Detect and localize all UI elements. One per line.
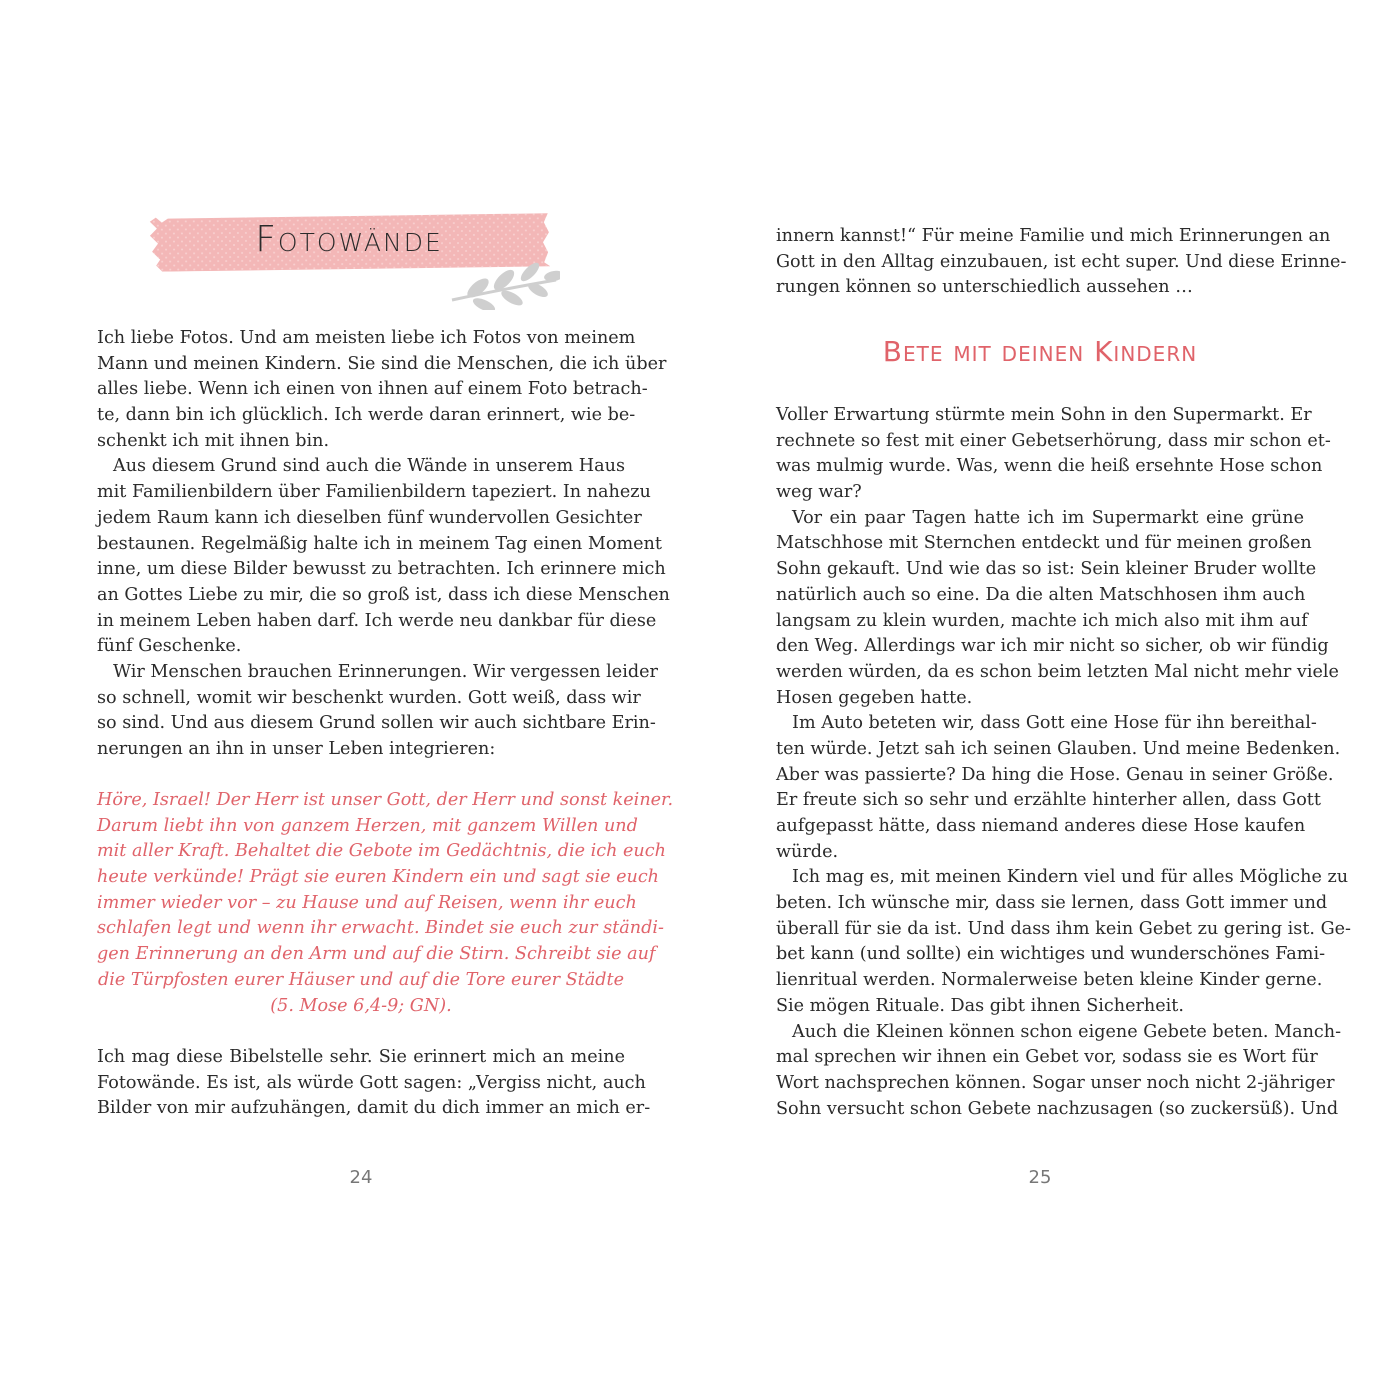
quote-line: heute verkünde! Prägt sie euren Kindern ein und sagt sie euch bbox=[97, 867, 660, 888]
text-line: Sohn gekauft. Und wie das so ist: Sein kleiner Bruder wollte bbox=[776, 559, 1317, 580]
page-title: Fotowände bbox=[255, 219, 443, 260]
leaf-branch-icon bbox=[448, 250, 560, 310]
right-page bbox=[700, 0, 1400, 1400]
text-line: te, dann bin ich glücklich. Ich werde daran erinnert, wie be- bbox=[97, 405, 636, 426]
text-line: Voller Erwartung stürmte mein Sohn in den Supermarkt. Er bbox=[776, 405, 1312, 425]
text-line: überall für sie da ist. Und dass ihm kein Gebet zu gering ist. Ge- bbox=[776, 918, 1352, 939]
text-line: nerungen an ihn in unser Leben integrieren: bbox=[97, 739, 496, 759]
section-title: Bete mit deinen Kindern bbox=[882, 335, 1198, 368]
intro-text bbox=[776, 224, 1347, 301]
text-line: lienritual werden. Normalerweise beten kleine Kinder gerne. bbox=[776, 970, 1323, 991]
text-line: natürlich auch so eine. Da die alten Matschhosen ihm auch bbox=[776, 584, 1306, 605]
text-line: Vor ein paar Tagen hatte ich im Supermarkt eine grüne bbox=[792, 507, 1304, 528]
quote-line: gen Erinnerung an den Arm und auf die Stirn. Schreibt sie auf bbox=[97, 944, 656, 965]
quote-line: die Türpfosten eurer Häuser und auf die Tore eurer Städte bbox=[98, 969, 624, 990]
quote-line: Höre, Israel! Der Herr ist unser Gott, der Herr und sonst keiner. bbox=[97, 790, 674, 810]
text-line: langsam zu klein wurden, machte ich mich also mit ihm auf bbox=[776, 610, 1308, 631]
text-line: Sohn versucht schon Gebete nachzusagen (so zuckersüß). Und bbox=[776, 1098, 1339, 1119]
quote-line: schlafen legt und wenn ihr erwacht. Bindet sie euch zur ständi- bbox=[97, 918, 664, 939]
text-line: Ich liebe Fotos. Und am meisten liebe ich Fotos von meinem bbox=[97, 328, 636, 348]
body-text bbox=[776, 403, 1352, 1122]
text-line: fünf Geschenke. bbox=[97, 636, 242, 657]
text-line: Wir Menschen brauchen Erinnerungen. Wir vergessen leider bbox=[113, 661, 658, 682]
text-line: den Weg. Allerdings war ich mir nicht so sicher, ob wir fündig bbox=[776, 636, 1329, 657]
text-line: Im Auto beteten wir, dass Gott eine Hose für ihn bereithal- bbox=[792, 713, 1317, 734]
text-line: rechnete so fest mit einer Gebetserhörung, dass mir schon et- bbox=[776, 430, 1331, 451]
text-line: in meinem Leben haben darf. Ich werde neu dankbar für diese bbox=[97, 610, 657, 631]
text-line: Wort nachsprechen können. Sogar unser noch nicht 2-jähriger bbox=[776, 1072, 1335, 1093]
text-line: Fotowände. Es ist, als würde Gott sagen: „Vergiss nicht, auch bbox=[97, 1072, 646, 1093]
text-line: Matschhose mit Sternchen entdeckt und für meinen großen bbox=[776, 533, 1312, 554]
text-line: jedem Raum kann ich dieselben fünf wundervollen Gesichter bbox=[97, 507, 642, 528]
page-number: 25 bbox=[1028, 1167, 1052, 1188]
text-line: würde. bbox=[776, 841, 839, 862]
text-line: mal sprechen wir ihnen ein Gebet vor, sodass sie es Wort für bbox=[776, 1047, 1318, 1068]
text-line: inne, um diese Bilder bewusst zu betrachten. Ich erinnere mich bbox=[97, 559, 666, 580]
body-text-1 bbox=[97, 326, 670, 763]
quote-line: (5. Mose 6,4-9; GN). bbox=[270, 995, 452, 1016]
text-line: Bilder von mir aufzuhängen, damit du dich immer an mich er- bbox=[97, 1098, 651, 1119]
text-line: werden würden, da es schon beim letzten Mal nicht mehr viele bbox=[776, 661, 1339, 682]
text-line: ten würde. Jetzt sah ich seinen Glauben. Und meine Bedenken. bbox=[776, 738, 1341, 759]
quote-line: mit aller Kraft. Behaltet die Gebote im Gedächtnis, die ich euch bbox=[97, 841, 666, 862]
text-line: an Gottes Liebe zu mir, die so groß ist, dass ich diese Menschen bbox=[97, 584, 670, 605]
text-line: Auch die Kleinen können schon eigene Gebete beten. Manch- bbox=[792, 1021, 1342, 1042]
text-line: Aber was passierte? Da hing die Hose. Genau in seiner Größe. bbox=[776, 764, 1334, 785]
text-line: schenkt ich mit ihnen bin. bbox=[97, 430, 330, 451]
text-line: aufgepasst hätte, dass niemand anderes diese Hose kaufen bbox=[776, 816, 1306, 836]
text-line: beten. Ich wünsche mir, dass sie lernen, dass Gott immer und bbox=[776, 893, 1328, 914]
page-number: 24 bbox=[349, 1167, 373, 1188]
text-line: bet kann (und sollte) ein wichtiges und wunderschönes Fami- bbox=[776, 944, 1326, 965]
text-line: innern kannst!“ Für meine Familie und mich Erinnerungen an bbox=[776, 226, 1331, 246]
text-line: rungen können so unterschiedlich aussehen … bbox=[776, 277, 1193, 298]
text-line: bestaunen. Regelmäßig halte ich in meinem Tag einen Moment bbox=[97, 533, 662, 554]
text-line: was mulmig wurde. Was, wenn die heiß ersehnte Hose schon bbox=[776, 456, 1323, 477]
text-line: Gott in den Alltag einzubauen, ist echt super. Und diese Erinne- bbox=[776, 251, 1347, 272]
bible-quote bbox=[97, 788, 674, 1019]
text-line: so schnell, womit wir beschenkt wurden. Gott weiß, dass wir bbox=[97, 687, 641, 708]
text-line: so sind. Und aus diesem Grund sollen wir auch sichtbare Erin- bbox=[97, 713, 656, 734]
text-line: weg war? bbox=[776, 482, 862, 503]
text-line: Mann und meinen Kindern. Sie sind die Menschen, die ich über bbox=[97, 353, 667, 374]
text-line: mit Familienbildern über Familienbildern tapeziert. In nahezu bbox=[97, 482, 651, 503]
body-text-2 bbox=[97, 1045, 651, 1122]
text-line: alles liebe. Wenn ich einen von ihnen auf einem Foto betrach- bbox=[97, 379, 648, 400]
text-line: Ich mag diese Bibelstelle sehr. Sie erinnert mich an meine bbox=[97, 1047, 625, 1067]
text-line: Hosen gegeben hatte. bbox=[776, 687, 973, 708]
text-line: Sie mögen Rituale. Das gibt ihnen Sicherheit. bbox=[776, 995, 1184, 1016]
quote-line: immer wieder vor – zu Hause und auf Reisen, wenn ihr euch bbox=[97, 892, 637, 913]
text-line: Er freute sich so sehr und erzählte hinterher allen, dass Gott bbox=[776, 790, 1321, 811]
text-line: Ich mag es, mit meinen Kindern viel und für alles Mögliche zu bbox=[792, 867, 1349, 888]
quote-line: Darum liebt ihn von ganzem Herzen, mit ganzem Willen und bbox=[97, 815, 638, 836]
text-line: Aus diesem Grund sind auch die Wände in unserem Haus bbox=[113, 456, 625, 477]
